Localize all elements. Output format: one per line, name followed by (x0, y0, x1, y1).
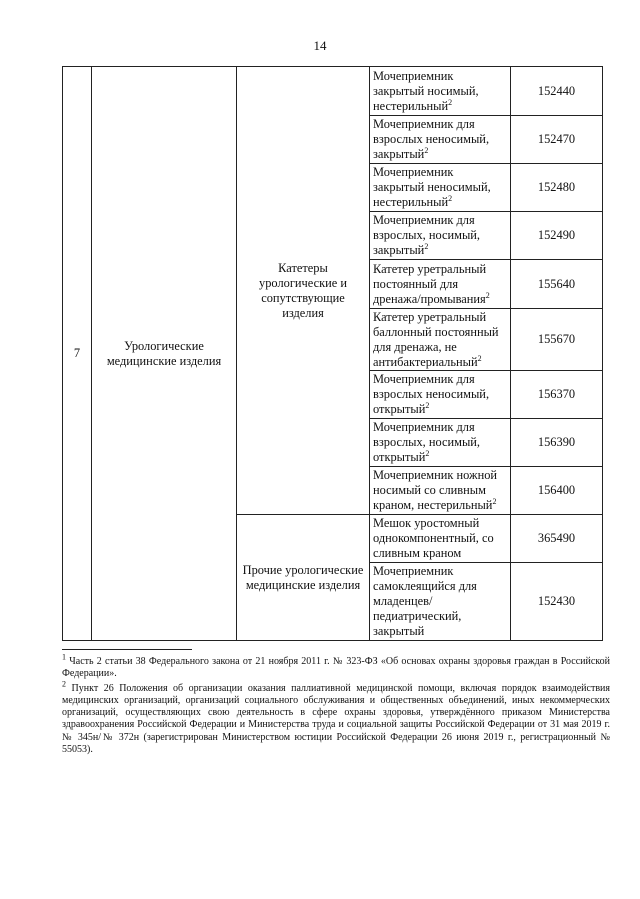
item-name-cell: Мочеприемник для взрослых неносимый, закрытый$^2$ (370, 116, 511, 164)
item-code-cell: 152430 (511, 563, 603, 641)
page-number: 14 (313, 38, 327, 53)
item-code-cell: 365490 (511, 515, 603, 563)
item-name-cell: Мочеприемник закрытый носимый, нестерильный$^2$ (370, 67, 511, 116)
item-code-cell: 155640 (511, 260, 603, 309)
medical-devices-table (62, 66, 603, 641)
item-name-cell: Мочеприемник ножной носимый со сливным краном, нестерильный$^2$ (370, 467, 511, 515)
footnotes (62, 652, 611, 758)
item-name-cell: Мочеприемник закрытый неносимый, нестерильный$^2$ (370, 164, 511, 212)
item-name-cell: Катетер уретральный постоянный для дренажа/промывания$^2$ (370, 260, 511, 309)
row-number-cell: 7 (63, 67, 92, 641)
subgroup-name-cell: Катетеры урологические и сопутствующие изделия (237, 67, 370, 515)
item-name-cell: Мочеприемник для взрослых, носимый, открытый$^2$ (370, 419, 511, 467)
subgroup-name-cell: Прочие урологические медицинские изделия (237, 515, 370, 641)
footnote-2: $^2$ Пункт 26 Положения об организации оказания паллиативной медицинской помощи, включая порядок взаимодействия медицинских организаций, организаций социального обслуживания и общественных объединений, иных некоммерческих организаций, осуществляющих свою деятельность в сфере охраны здоровья, утверждённого приказом Министерства здравоохранения Российской Федерации и Министерства труда и социальной защиты Российской Федерации от 31 мая 2019 г. № 345н/№ 372н (зарегистрирован Министерством юстиции Российской Федерации 26 июня 2019 г., регистрационный № 55053). (62, 679, 611, 756)
item-name-cell: Мочеприемник для взрослых, носимый, закрытый$^2$ (370, 212, 511, 260)
item-code-cell: 152470 (511, 116, 603, 164)
table-row (63, 67, 603, 116)
footnote-1: $^1$ Часть 2 статьи 38 Федерального закона от 21 ноября 2011 г. № 323-ФЗ «Об основах охраны здоровья граждан в Российской Федерации». (62, 652, 611, 680)
item-code-cell: 156400 (511, 467, 603, 515)
item-code-cell: 156390 (511, 419, 603, 467)
item-code-cell: 156370 (511, 371, 603, 419)
footnote-separator (62, 649, 192, 650)
item-code-cell: 152490 (511, 212, 603, 260)
item-name-cell: Мочеприемник самоклеящийся для младенцев/ педиатрический, закрытый (370, 563, 511, 641)
item-name-cell: Мешок уростомный однокомпонентный, со сливным краном (370, 515, 511, 563)
item-code-cell: 155670 (511, 309, 603, 371)
item-name-cell: Катетер уретральный баллонный постоянный для дренажа, не антибактериальный$^2$ (370, 309, 511, 371)
group-name-cell: Урологические медицинские изделия (92, 67, 237, 641)
item-code-cell: 152440 (511, 67, 603, 116)
item-name-cell: Мочеприемник для взрослых неносимый, открытый$^2$ (370, 371, 511, 419)
item-code-cell: 152480 (511, 164, 603, 212)
